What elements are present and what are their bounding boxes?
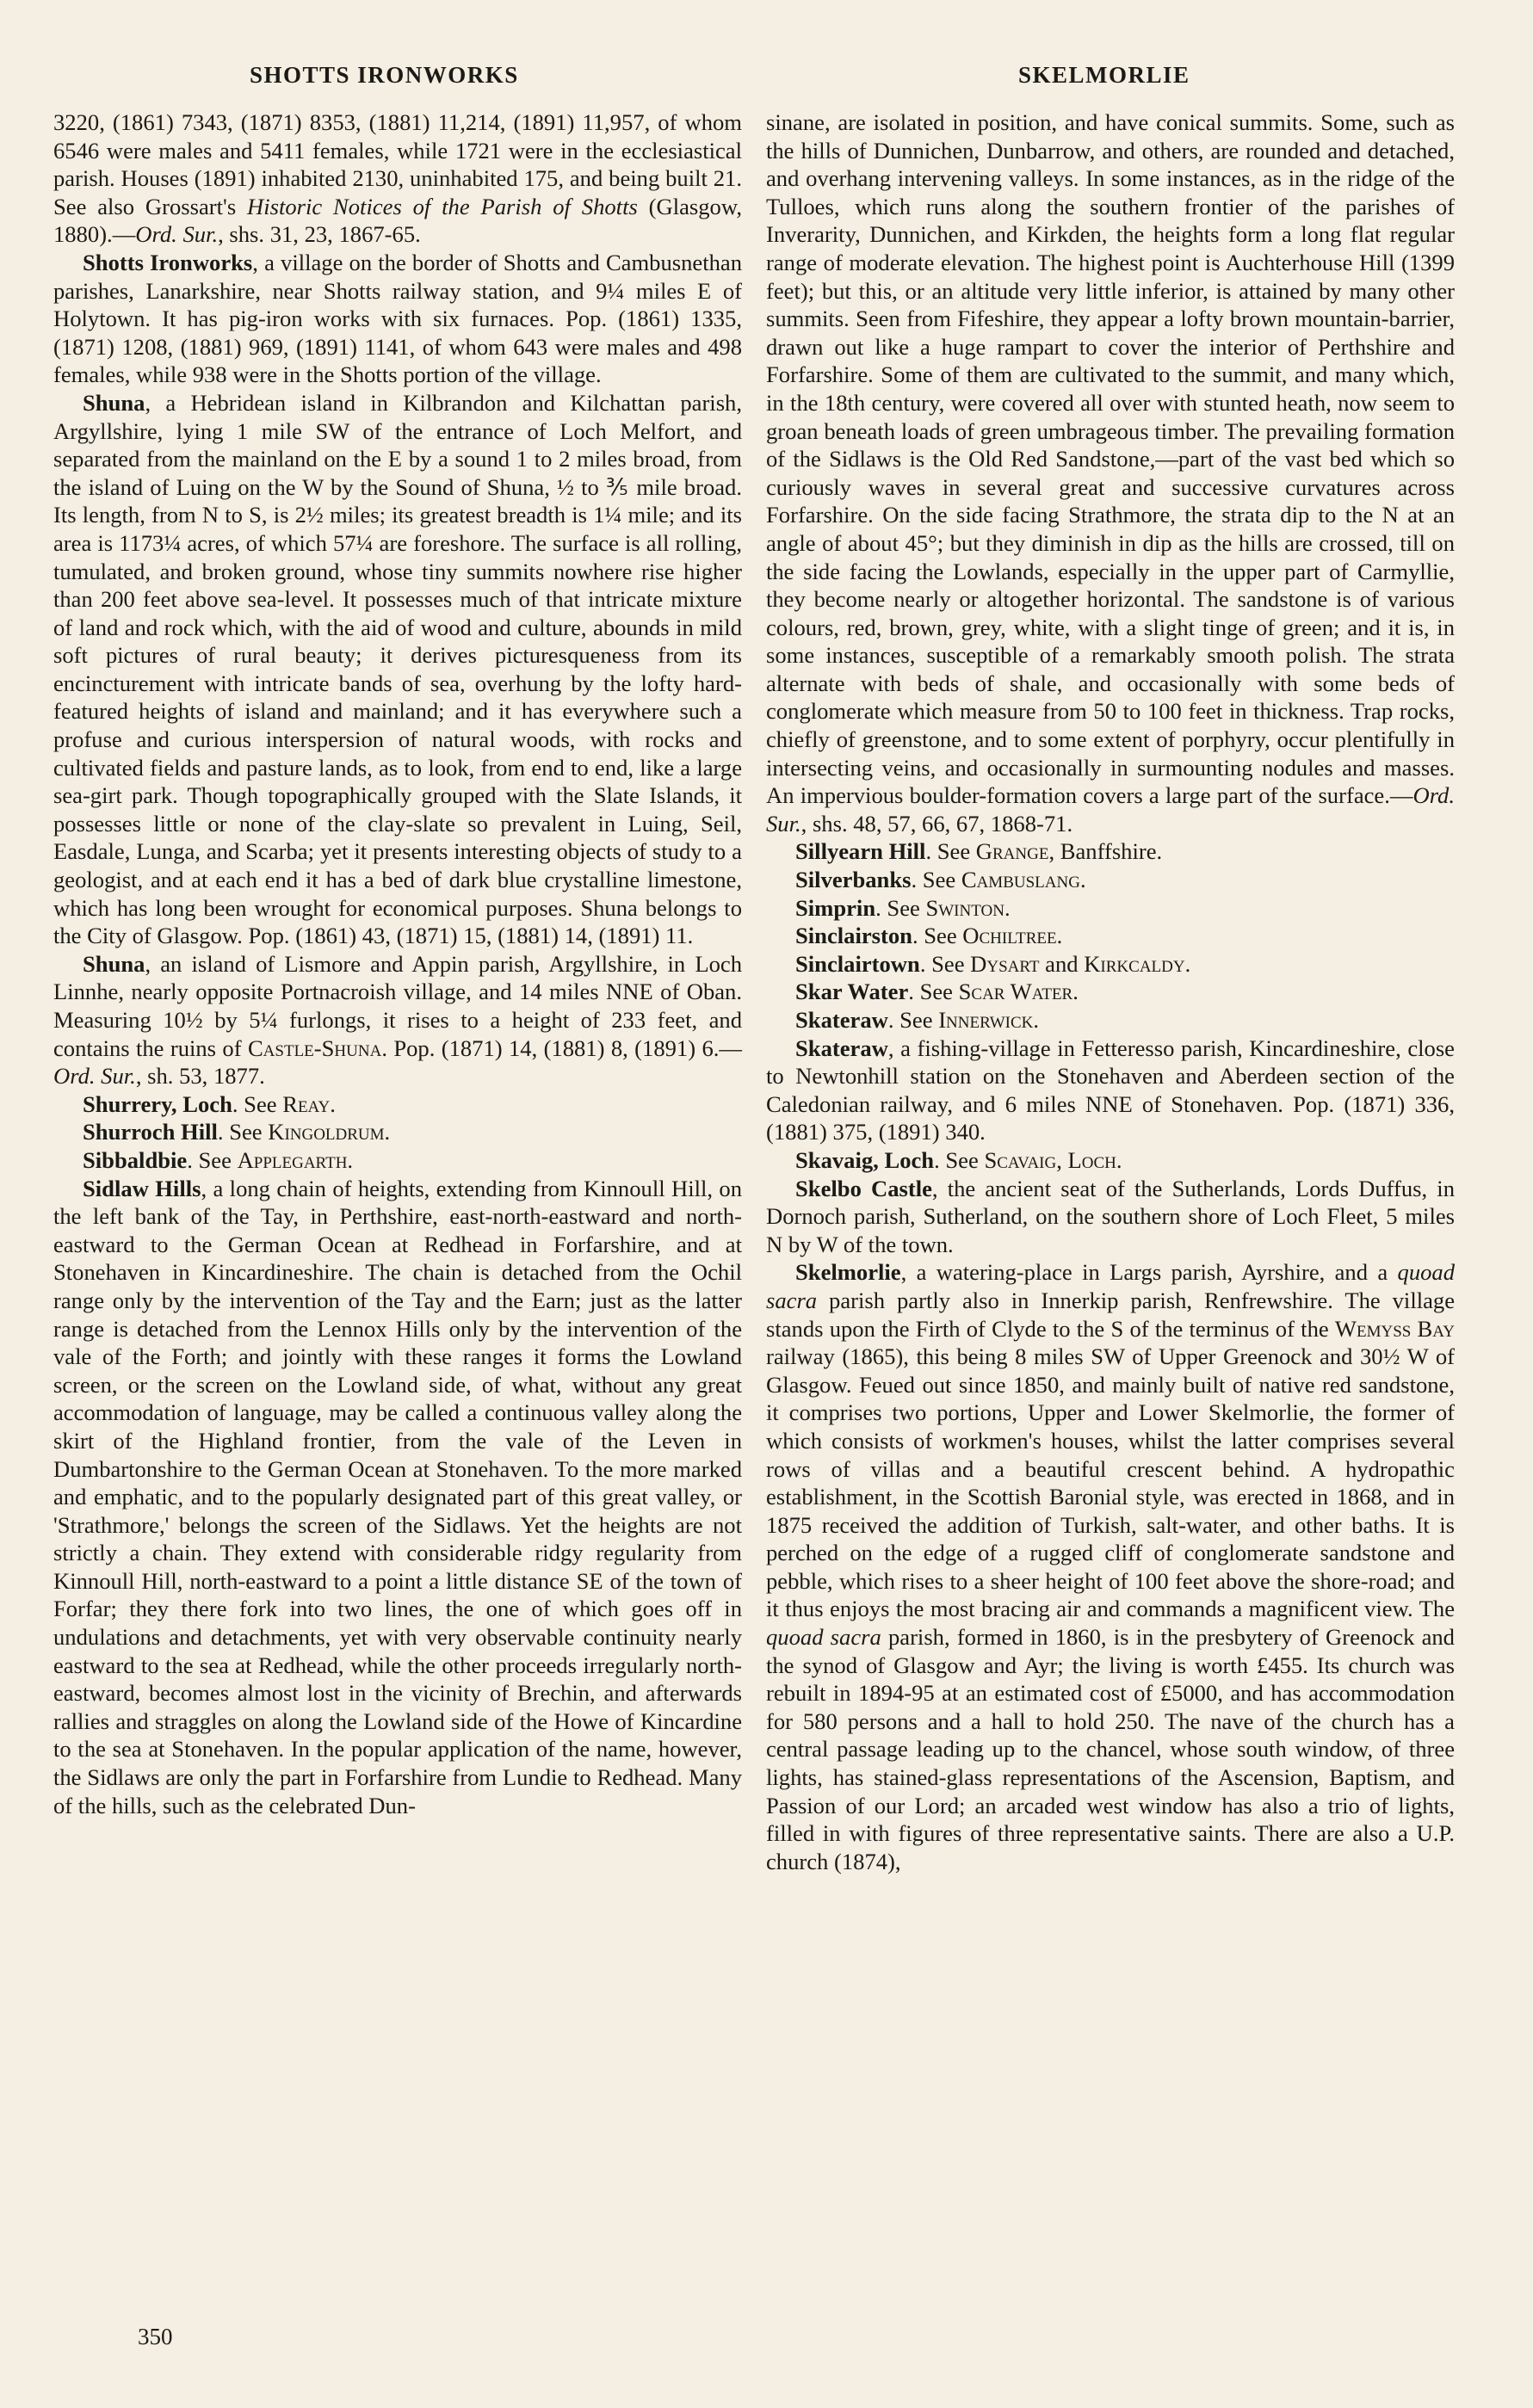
gazetteer-entry [766, 1034, 1455, 1146]
entry-text: . [1004, 894, 1011, 921]
cross-reference: Wemyss Bay [1334, 1315, 1455, 1342]
entry-text: . [330, 1090, 336, 1117]
gazetteer-entry [766, 1146, 1455, 1175]
entry-headword: Shurrery, Loch [83, 1090, 232, 1117]
entry-text: , shs. 48, 57, 66, 67, 1868-71. [800, 810, 1073, 837]
entry-text: (Glasgow, 1880).— [53, 193, 742, 248]
entry-text: . See [912, 923, 963, 949]
entry-headword: Shuna [83, 950, 145, 977]
entry-text: . See [934, 1146, 985, 1173]
continued-paragraph [53, 108, 742, 249]
entry-text: . See [187, 1146, 238, 1173]
gazetteer-entry [766, 1175, 1455, 1259]
entry-text: , an island of Lismore and Appin parish, Argyllshire, in Loch Linnhe, nearly opposite Portnacroish village, and 14 miles NNE of Oban. Measuring 10½ by 5¼ furlongs, it rises to a height of 233 feet, and contains the ruins of [53, 950, 742, 1061]
gazetteer-entry [53, 1146, 742, 1175]
gazetteer-entry [766, 837, 1455, 866]
entry-text: . See [887, 1007, 939, 1033]
cross-reference: Innerwick [938, 1007, 1034, 1033]
italic-text: quoad sacra [766, 1259, 1455, 1313]
entry-headword: Silverbanks [795, 867, 912, 893]
entry-headword: Skar Water [795, 979, 909, 1005]
entry-text: . [1116, 1146, 1122, 1173]
cross-reference: Castle-Shuna [247, 1034, 382, 1061]
entry-text: sinane, are isolated in position, and have conical summits. Some, such as the hills of Dunnichen, Dunbarrow, and others, are rounded and detached, and overhang intervening valleys. In some instances, as in the ridge of the Tulloes, which runs along the southern frontier of the parishes of Inverarity, Dunnichen, and Kirkden, the heights form a long flat regular range of moderate elevation. The highest point is Auchterhouse Hill (1399 feet); but this, or an altitude very little inferior, is attained by many other summits. Seen from Fifeshire, they appear a lofty brown mountain-barrier, drawn out like a huge rampart to cover the interior of Perthshire and Forfarshire. Some of them are cultivated to the summit, and many which, in the 18th century, were covered all over with stunted heath, now seem to groan beneath loads of green umbrageous timber. The prevailing formation of the Sidlaws is the Old Red Sandstone,—part of the vast bed which so curiously waves in several great and successive curvatures across Forfarshire. On the side facing Strathmore, the strata dip to the N at an angle of about 45°; but they diminish in dip as the hills are crossed, till on the side facing the Lowlands, especially in the upper part of Carmyllie, they become nearly or altogether horizontal. The sandstone is of various colours, red, brown, grey, white, with a slight tinge of green; and it is, in some instances, susceptible of a remarkably smooth polish. The strata alternate with beds of shale, and occasionally with some beds of conglomerate which measure from 50 to 100 feet in thickness. Trap rocks, chiefly of greenstone, and to some extent of porphyry, occur plentifully in intersecting veins, and occasionally in surmounting nodules and masses. An impervious boulder-formation covers a large part of the surface.— [766, 109, 1455, 809]
entry-headword: Sibbaldbie [83, 1146, 188, 1173]
cross-reference: Kirkcaldy [1084, 950, 1185, 977]
gazetteer-entry [53, 950, 742, 1090]
entry-text: , a Hebridean island in Kilbrandon and Kilchattan parish, Argyllshire, lying 1 mile SW of the entrance of Loch Melfort, and separated from the mainland on the E by a sound 1 to 2 miles broad, from the island of Luing on the W by the Sound of Shuna, ½ to ⅗ mile broad. Its length, from N to S, is 2½ miles; its greatest breadth is 1¼ mile; and its area is 1173¼ acres, of which 57¼ are foreshore. The surface is all rolling, tumulated, and broken ground, whose tiny summits nowhere rise higher than 200 feet above sea-level. It possesses much of that intricate mixture of land and rock which, with the aid of wood and culture, abounds in mild soft pictures of rural beauty; it derives picturesqueness from its encincturement with intricate bands of sea, overhung by the lofty hard-featured heights of island and mainland; and it has everywhere such a profuse and curious interspersion of natural woods, with rocks and cultivated fields and pasture lands, as to look, from end to end, like a large sea-girt park. Though topographically grouped with the Slate Islands, it possesses little or none of the clay-slate so prevalent in Luing, Seil, Easdale, Lunga, and Scarba; yet it presents interesting objects of study to a geologist, and at each end it has a bed of dark blue crystalline limestone, which has long been wrought for economical purposes. Shuna belongs to the City of Glasgow. Pop. (1861) 43, (1871) 15, (1881) 14, (1891) 11. [53, 389, 742, 949]
entry-headword: Sillyearn Hill [795, 838, 926, 865]
cross-reference: Dysart [970, 950, 1040, 977]
entry-text: , a fishing-village in Fetteresso parish, Kincardineshire, close to Newtonhill station on the Stonehaven and Aberdeen section of the Caledonian railway, and 6 miles NNE of Stonehaven. Pop. (1871) 336, (1881) 375, (1891) 340. [766, 1034, 1455, 1145]
italic-text: Ord. Sur. [53, 1063, 136, 1090]
italic-text: Ord. Sur. [135, 221, 219, 248]
entry-headword: Skateraw [795, 1007, 888, 1033]
entry-text: . [1033, 1007, 1040, 1033]
gazetteer-entry [766, 866, 1455, 894]
entry-text: . [1072, 979, 1079, 1005]
entry-headword: Sinclairston [795, 923, 912, 949]
entry-headword: Skelmorlie [795, 1259, 901, 1286]
cross-reference: Ochiltree [962, 923, 1057, 949]
page-number: 350 [138, 2324, 173, 2349]
entry-text: , a long chain of heights, extending from Kinnoull Hill, on the left bank of the Tay, in Perthshire, east-north-eastward and north-eastward to the German Ocean at Redhead in Forfarshire, and at Stonehaven in Kincardineshire. The chain is detached from the Ochil range only by the intervention of the Tay and the Earn; just as the latter range is detached from the Lennox Hills only by the intervention of the vale of the Forth; and jointly with these ranges it forms the Lowland screen, or the screen on the Lowland side, of what, without any great accommodation of language, may be called a continuous valley along the skirt of the Highland frontier, from the vale of the Leven in Dumbartonshire to the German Ocean at Stonehaven. To the more marked and emphatic, and to the popularly designated part of this great valley, or 'Strathmore,' belongs the screen of the Sidlaws. Yet the heights are not strictly a chain. They extend with considerable ridgy regularity from Kinnoull Hill, north-eastward to a point a little distance SE of the town of Forfar; they there fork into two lines, the one of which goes off in undulations and detachments, yet with very observable continuity nearly eastward to the sea at Redhead, while the other proceeds irregularly north-eastward, becomes almost lost in the vicinity of Brechin, and afterwards rallies and straggles on along the Lowland side of the Howe of Kincardine to the sea at Stonehaven. In the popular application of the name, however, the Sidlaws are only the part in Forfarshire from Lundie to Redhead. Many of the hills, such as the celebrated Dun- [53, 1175, 742, 1818]
cross-reference: Kingoldrum [268, 1119, 385, 1145]
gazetteer-entry [53, 1175, 742, 1820]
entry-text: and [1039, 950, 1085, 977]
entry-text: , shs. 31, 23, 1867-65. [218, 221, 421, 248]
entry-headword: Sinclairtown [795, 950, 920, 977]
italic-text: Ord. Sur. [766, 782, 1455, 837]
gazetteer-entry [766, 922, 1455, 950]
cross-reference: Scar Water [958, 979, 1073, 1005]
entry-text: . [1184, 950, 1191, 977]
cross-reference: Applegarth [237, 1146, 348, 1173]
entry-text: , Banffshire. [1048, 838, 1163, 865]
entry-text: parish partly also in Innerkip parish, Renfrewshire. The village stands upon the Firth of Clyde to the S of the terminus of the [766, 1287, 1455, 1342]
cross-reference: Cambuslang [961, 867, 1080, 893]
entry-text: . [384, 1119, 391, 1145]
italic-text: Historic Notices of the Parish of Shotts [247, 193, 638, 219]
gazetteer-entry [53, 389, 742, 950]
gazetteer-entry [766, 950, 1455, 979]
entry-text: . See [217, 1119, 269, 1145]
entry-headword: Shotts Ironworks [83, 249, 253, 275]
entry-text: , the ancient seat of the Sutherlands, Lords Duffus, in Dornoch parish, Sutherland, on the southern shore of Loch Fleet, 5 miles N by W of the town. [766, 1175, 1455, 1257]
cross-reference: Grange [975, 838, 1049, 865]
cross-reference: Reay [282, 1090, 331, 1117]
entry-headword: Shurroch Hill [83, 1119, 218, 1145]
entry-text: . See [908, 979, 959, 1005]
entry-text: . See [925, 838, 976, 865]
entry-headword: Skavaig, Loch [795, 1146, 935, 1173]
entry-text: 3220, (1861) 7343, (1871) 8353, (1881) 11,214, (1891) 11,957, of whom 6546 were males and 5411 females, while 1721 were in the ecclesiastical parish. Houses (1891) inhabited 2130, uninhabited 175, and being built 21. See also Grossart's [53, 109, 742, 219]
gazetteer-entry [766, 894, 1455, 923]
entry-text: , sh. 53, 1877. [135, 1063, 265, 1090]
entry-text: , a watering-place in Largs parish, Ayrshire, and a [900, 1259, 1398, 1286]
continued-paragraph [766, 108, 1455, 837]
entry-text: . See [911, 867, 961, 893]
entry-text: . See [875, 894, 926, 921]
entry-headword: Skateraw [795, 1034, 888, 1061]
gazetteer-entry [766, 1258, 1455, 1875]
italic-text: quoad sacra [766, 1624, 881, 1651]
entry-headword: Sidlaw Hills [83, 1175, 201, 1201]
entry-text: , a village on the border of Shotts and Cambusnethan parishes, Lanarkshire, near Shotts railway station, and 9¼ miles E of Holytown. It has pig-iron works with six furnaces. Pop. (1861) 1335, (1871) 1208, (1881) 969, (1891) 1141, of whom 643 were males and 498 females, while 938 were in the Shotts portion of the village. [53, 249, 743, 388]
cross-reference: Swinton [925, 894, 1004, 921]
entry-text: . See [232, 1090, 283, 1117]
entry-headword: Shuna [83, 389, 145, 416]
entry-text: railway (1865), this being 8 miles SW of Upper Greenock and 30½ W of Glasgow. Feued out since 1850, and mainly built of native red sandstone, it comprises two portions, Upper and Lower Skelmorlie, the former of which consists of workmen's houses, whilst the latter comprises several rows of villas and a beautiful crescent behind. A hydropathic establishment, in the Scottish Baronial style, was erected in 1868, and in 1875 received the addition of Turkish, salt-water, and other baths. It is perched on the edge of a rugged cliff of conglomerate sandstone and pebble, which rises to a sheer height of 100 feet above the shore-road; and it thus enjoys the most bracing air and commands a magnificent view. The [766, 1343, 1455, 1622]
running-head-right: SKELMORLIE [1018, 62, 1190, 88]
running-head-left: SHOTTS IRONWORKS [250, 62, 519, 88]
entry-text: . [1079, 867, 1086, 893]
entry-headword: Skelbo Castle [795, 1175, 932, 1201]
gazetteer-entry [766, 978, 1455, 1006]
gazetteer-entry [766, 1006, 1455, 1034]
entry-text: . [1056, 923, 1063, 949]
gazetteer-entry [53, 1090, 742, 1119]
entry-text: . See [919, 950, 971, 977]
gazetteer-entry [53, 1118, 742, 1146]
gazetteer-entry [53, 249, 742, 389]
entry-text: parish, formed in 1860, is in the presbytery of Greenock and the synod of Glasgow and Ayr; the living is worth £455. Its church was rebuilt in 1894-95 at an estimated cost of £5000, and has accommodation for 580 persons and a hall to hold 250. The nave of the church has a central passage leading up to the chancel, whose south window, of three lights, has stained-glass representations of the Ascension, Baptism, and Passion of our Lord; an arcaded west window has also a trio of lights, filled in with figures of three representative saints. There are also a U.P. church (1874), [766, 1624, 1455, 1874]
entry-headword: Simprin [795, 894, 876, 921]
cross-reference: Scavaig, Loch [984, 1146, 1116, 1173]
right-column [766, 108, 1455, 1875]
left-column [53, 108, 742, 1819]
entry-text: . [347, 1146, 354, 1173]
entry-text: . Pop. (1871) 14, (1881) 8, (1891) 6.— [381, 1034, 742, 1061]
